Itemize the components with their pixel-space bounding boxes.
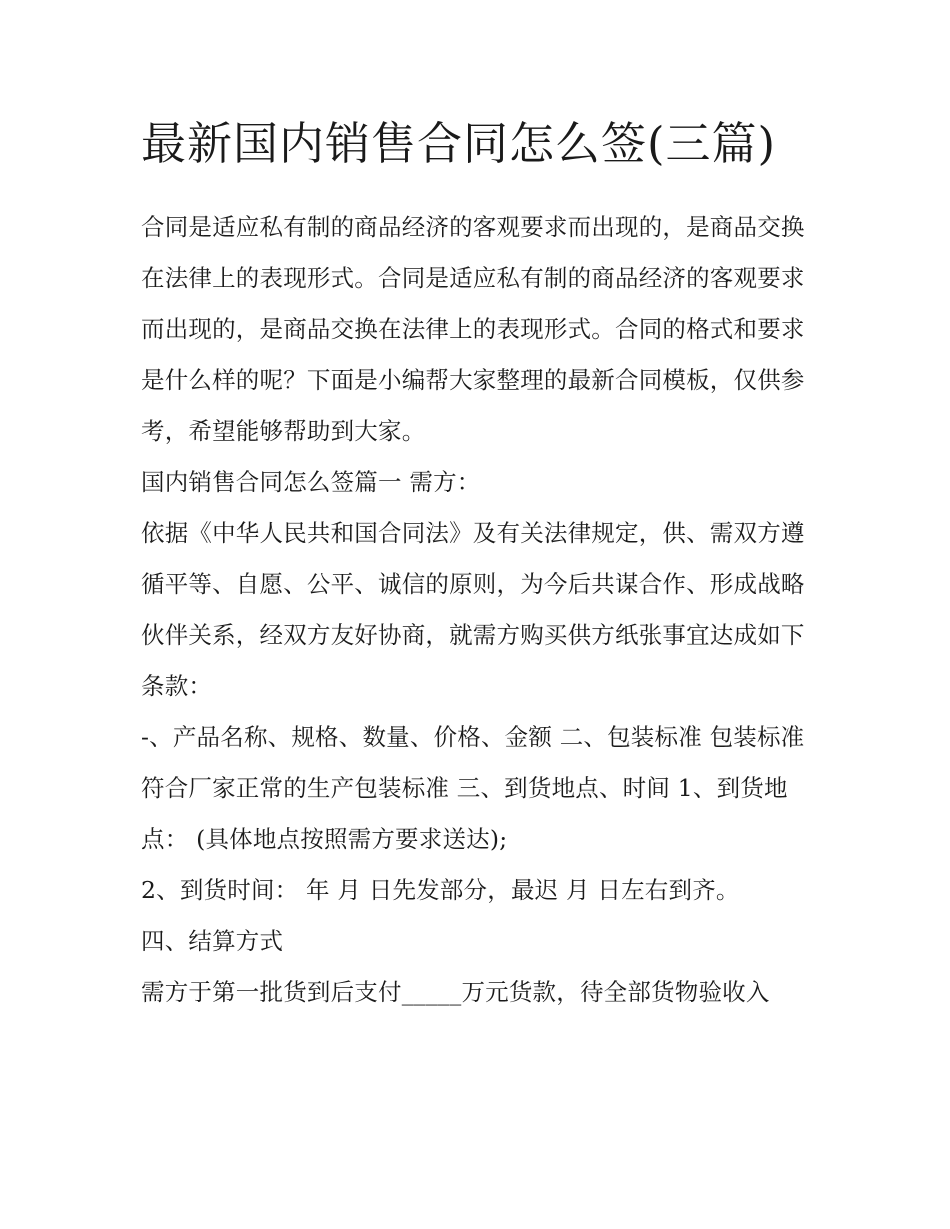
clauses-paragraph: -、产品名称、规格、数量、价格、金额 二、包装标准 包装标准符合厂家正常的生产包装标准 三、到货地点、时间 1、到货地点： (具体地点按照需方要求送达);	[141, 723, 805, 853]
delivery-time-paragraph: 2、到货时间： 年 月 日先发部分，最迟 月 日左右到齐。	[141, 876, 740, 904]
section-heading: 国内销售合同怎么签篇一 需方：	[141, 468, 481, 496]
document-body	[141, 202, 813, 1018]
document-title: 最新国内销售合同怎么签(三篇)	[141, 117, 777, 170]
document-page	[141, 112, 813, 1018]
settlement-paragraph: 需方于第一批货到后支付_____万元货款，待全部货物验收入	[141, 978, 770, 1006]
settlement-heading: 四、结算方式	[141, 927, 284, 955]
intro-paragraph: 合同是适应私有制的商品经济的客观要求而出现的，是商品交换在法律上的表现形式。合同是适应私有制的商品经济的客观要求而出现的，是商品交换在法律上的表现形式。合同的格式和要求是什么样的呢？下面是小编帮大家整理的最新合同模板，仅供参考，希望能够帮助到大家。	[141, 213, 805, 445]
preamble-paragraph: 依据《中华人民共和国合同法》及有关法律规定，供、需双方遵循平等、自愿、公平、诚信的原则，为今后共谋合作、形成战略伙伴关系，经双方友好协商，就需方购买供方纸张事宜达成如下条款：	[141, 519, 805, 700]
